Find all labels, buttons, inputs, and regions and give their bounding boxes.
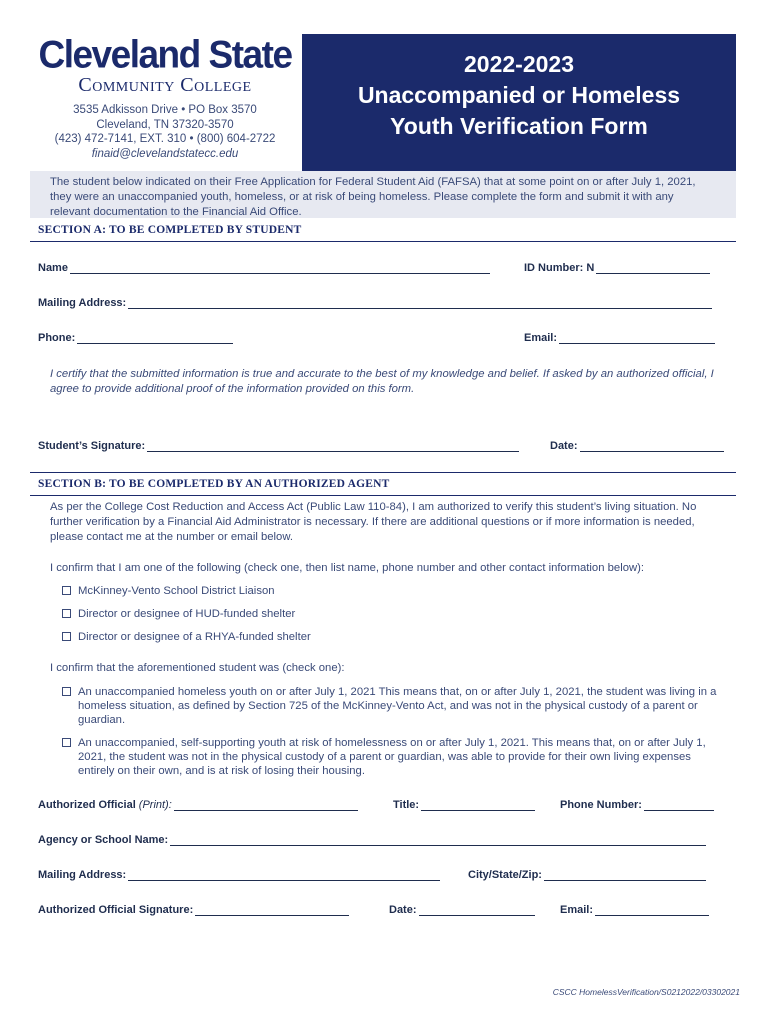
form-title-line: Unaccompanied or Homeless bbox=[357, 82, 681, 108]
section-b-heading: SECTION B: TO BE COMPLETED BY AN AUTHORIZED AGENT bbox=[30, 478, 736, 496]
checkbox[interactable] bbox=[62, 632, 71, 641]
checkbox[interactable] bbox=[62, 687, 71, 696]
form-title-year: 2022-2023 bbox=[464, 51, 574, 77]
student-status-instruction: I confirm that the aforementioned student was (check one): bbox=[50, 662, 345, 674]
official-date-line[interactable] bbox=[419, 906, 535, 916]
phone-label: Phone: bbox=[38, 332, 76, 344]
student-signature-line[interactable] bbox=[147, 442, 519, 452]
student-signature-field[interactable] bbox=[38, 440, 519, 452]
financial-aid-email[interactable]: finaid@clevelandstatecc.edu bbox=[91, 147, 239, 160]
student-phone-field[interactable] bbox=[38, 332, 233, 344]
option-rhya-shelter[interactable] bbox=[62, 630, 722, 644]
official-signature-line[interactable] bbox=[195, 906, 349, 916]
option-label: Director or designee of HUD-funded shelter bbox=[78, 608, 296, 620]
student-date-label: Date: bbox=[550, 440, 578, 452]
agency-name-field[interactable] bbox=[38, 834, 706, 846]
section-a-heading: SECTION A: TO BE COMPLETED BY STUDENT bbox=[30, 224, 736, 242]
checkbox[interactable] bbox=[62, 586, 71, 595]
authority-statement: As per the College Cost Reduction and Access Act (Public Law 110-84), I am authorized to verify this student’s living situation. No further verification by a Financial Aid Administrator is necessary. If there are additional questions or if more information is needed, please contact me at the number or email below. bbox=[50, 501, 697, 543]
student-email-field[interactable] bbox=[524, 332, 715, 344]
official-email-label: Email: bbox=[560, 904, 594, 916]
authorized-official-field[interactable] bbox=[38, 799, 358, 811]
form-code-footer: CSCC HomelessVerification/S0212022/03302021 bbox=[552, 987, 740, 997]
city-state-zip-label: City/State/Zip: bbox=[468, 869, 542, 881]
form-title-box bbox=[302, 34, 736, 171]
email-label: Email: bbox=[524, 332, 558, 344]
city-state-zip-field[interactable] bbox=[468, 869, 706, 881]
option-at-risk-youth[interactable] bbox=[62, 736, 722, 778]
official-email-line[interactable] bbox=[595, 906, 709, 916]
option-mckinney-vento-liaison[interactable] bbox=[62, 584, 722, 598]
agent-mailing-address-line[interactable] bbox=[128, 871, 440, 881]
form-header bbox=[30, 34, 736, 171]
mailing-address-label: Mailing Address: bbox=[38, 297, 127, 309]
agent-mailing-address-field[interactable] bbox=[38, 869, 440, 881]
address-phone: (423) 472-7141, EXT. 310 • (800) 604-2722 bbox=[54, 133, 276, 145]
form-title-line: Youth Verification Form bbox=[390, 113, 648, 139]
official-phone-line[interactable] bbox=[644, 801, 714, 811]
email-line[interactable] bbox=[559, 334, 715, 344]
college-logo-name: Cleveland State bbox=[38, 32, 292, 76]
id-number-field[interactable] bbox=[524, 262, 710, 274]
authorized-official-label: Authorized Official bbox=[38, 799, 136, 811]
mailing-address-line[interactable] bbox=[128, 299, 712, 309]
print-label: (Print): bbox=[138, 799, 172, 811]
official-signature-field[interactable] bbox=[38, 904, 349, 916]
college-logo-block bbox=[30, 34, 300, 171]
authorized-official-line[interactable] bbox=[174, 801, 358, 811]
official-signature-label: Authorized Official Signature: bbox=[38, 904, 194, 916]
student-signature-label: Student’s Signature: bbox=[38, 440, 146, 452]
checkbox[interactable] bbox=[62, 738, 71, 747]
address-line: 3535 Adkisson Drive • PO Box 3570 bbox=[73, 104, 257, 116]
official-date-field[interactable] bbox=[389, 904, 535, 916]
phone-line[interactable] bbox=[77, 334, 233, 344]
address-line: Cleveland, TN 37320-3570 bbox=[96, 118, 234, 131]
agent-confirm-instruction: I confirm that I am one of the following (check one, then list name, phone number and other contact information below): bbox=[50, 562, 645, 574]
student-name-line[interactable] bbox=[70, 264, 490, 274]
intro-text: The student below indicated on their Free Application for Federal Student Aid (FAFSA) that at some point on or after July 1, 2021, they were an unaccompanied youth, homeless, or at risk of being homeless. Please complete the form and submit it with any relevant documentation to the Financial Aid Office. bbox=[30, 171, 736, 218]
college-address bbox=[30, 103, 300, 161]
college-logo-subtitle: Community College bbox=[78, 74, 252, 96]
student-date-field[interactable] bbox=[550, 440, 724, 452]
official-title-field[interactable] bbox=[393, 799, 535, 811]
id-number-line[interactable] bbox=[596, 264, 710, 274]
official-date-label: Date: bbox=[389, 904, 417, 916]
certification-statement: I certify that the submitted information is true and accurate to the best of my knowledge and belief. If asked by an authorized official, I agree to provide additional proof of the information provided on this form. bbox=[50, 368, 714, 395]
official-phone-label: Phone Number: bbox=[560, 799, 642, 811]
official-title-label: Title: bbox=[393, 799, 420, 811]
official-title-line[interactable] bbox=[421, 801, 535, 811]
city-state-zip-line[interactable] bbox=[544, 871, 706, 881]
official-email-field[interactable] bbox=[560, 904, 709, 916]
option-homeless-youth[interactable] bbox=[62, 685, 722, 727]
student-name-field[interactable] bbox=[38, 262, 490, 274]
agency-name-line[interactable] bbox=[170, 836, 706, 846]
agent-mailing-address-label: Mailing Address: bbox=[38, 869, 127, 881]
id-number-label: ID Number: N bbox=[524, 262, 595, 274]
student-date-line[interactable] bbox=[580, 442, 724, 452]
agency-name-label: Agency or School Name: bbox=[38, 834, 169, 846]
official-phone-field[interactable] bbox=[560, 799, 714, 811]
option-label: An unaccompanied homeless youth on or after July 1, 2021 This means that, on or after July 1, 2021, the student was living in a homeless situation, as defined by Section 725 of the McKinney-Vento Act, and was not in the physical custody of a parent or guardian. bbox=[78, 686, 717, 726]
student-name-label: Name bbox=[38, 262, 68, 274]
student-mailing-address-field[interactable] bbox=[38, 297, 712, 309]
section-divider bbox=[30, 472, 736, 473]
option-label: McKinney-Vento School District Liaison bbox=[78, 585, 275, 597]
option-label: An unaccompanied, self-supporting youth at risk of homelessness on or after July 1, 2021. This means that, on or after July 1, 2021, the student was not in the physical custody of a parent or guardian, was able to provide for their own living expenses entirely on their own, and is at risk of losing their housing. bbox=[78, 737, 706, 777]
checkbox[interactable] bbox=[62, 609, 71, 618]
option-hud-shelter[interactable] bbox=[62, 607, 722, 621]
option-label: Director or designee of a RHYA-funded shelter bbox=[78, 631, 311, 643]
